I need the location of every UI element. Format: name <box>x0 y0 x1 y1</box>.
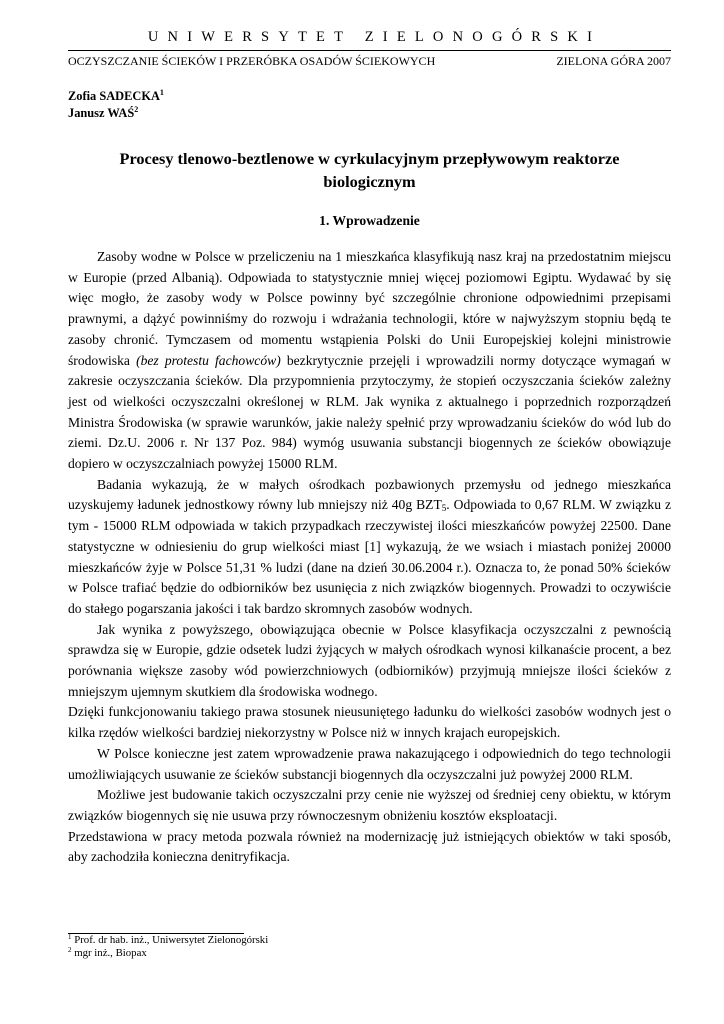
university-name: UNIWERSYTET ZIELONOGÓRSKI <box>147 29 602 45</box>
place-year: ZIELONA GÓRA 2007 <box>556 54 671 68</box>
header-rule <box>68 50 671 51</box>
author <box>68 88 671 105</box>
paragraph-text: bezkrytycznie przejęli i wprowadzili normy dotyczące wymagań w zakresie oczyszczania ścieków. Dla przypomnienia przytoczymy, że stopień oczyszczania ścieków zależny jest od wielkości oczyszczalni określonej w RLM. Jak wynika z aktualnego i poprzednich rozporządzeń Ministra Środowiska (w sprawie warunków, jakie należy spełnić przy wprowadzaniu ścieków do wód lub do ziemi. Dz.U. 2006 r. Nr 137 Poz. 984) wymóg usuwania substancji biogennych ze ścieków obowiązuje dopiero w oczyszczalniach powyżej 15000 RLM. <box>68 352 671 472</box>
author-name: Zofia SADECKA <box>68 89 160 103</box>
paragraph-text: Zasoby wodne w Polsce w przeliczeniu na 1 mieszkańca klasyfikują nasz kraj na przedostatnim miejscu w Europie (przed Albanią). Odpowiada to statystycznie mniej więcej poziomowi Egiptu. Wydawać by się więc mogło, że zasoby wody w Polsce powinny być szczególnie chronione odpowiednimi przepisami prawnymi, a dążyć powinniśmy do rozwoju i wdrażania technologii, które w najwyższym stopniu będą te zasoby chronić. Tymczasem od momentu wstąpienia Polski do Unii Europejskiej kolejni ministrowie środowiska <box>68 249 671 368</box>
footnote-text: Prof. dr hab. inż., Uniwersytet Zielonogórski <box>74 934 269 946</box>
paragraph: W Polsce konieczne jest zatem wprowadzenie prawa nakazującego i odpowiednich do tego technologii umożliwiających usuwanie ze ścieków substancji biogennych dla oczyszczalni już powyżej 2000 RLM. <box>68 745 671 782</box>
footnote-mark: 1 <box>68 933 72 941</box>
author-name: Janusz WAŚ <box>68 106 135 120</box>
paragraph: Możliwe jest budowanie takich oczyszczalni przy cenie nie wyższej od średniej ceny obiektu, w którym związków biogennych się nie usuwa przy równoczesnym obniżeniu kosztów eksploatacji. <box>68 787 671 823</box>
footnote-mark: 2 <box>68 945 72 954</box>
author-footnote-mark: 2 <box>134 105 139 114</box>
footnotes <box>68 933 671 959</box>
paper-title: Procesy tlenowo-beztlenowe w cyrkulacyjnym przepływowym reaktorze biologicznym <box>119 149 620 191</box>
series-title: OCZYSZCZANIE ŚCIEKÓW I PRZERÓBKA OSADÓW ŚCIEKOWYCH <box>68 54 436 68</box>
section-heading: 1. Wprowadzenie <box>319 213 420 228</box>
paragraph-text: Badania wykazują, że w małych ośrodkach pozbawionych przemysłu od jednego mieszkańca uzyskujemy ładunek jednostkowy równy lub mniejszy niż 40g BZT <box>68 476 671 513</box>
paragraph: Przedstawiona w pracy metoda pozwala również na modernizację już istniejących obiektów w taki sposób, aby zachodziła konieczna denitryfikacja. <box>68 828 671 865</box>
author-footnote-mark: 1 <box>159 88 164 97</box>
paragraph-text: . Odpowiada to 0,67 RLM. W związku z tym - 15000 RLM odpowiada w takich przypadkach rzeczywistej ilości mieszkańców powyżej 22500. Dane statystyczne w odniesieniu do grup wielkości miast [1] wykazują, że we wsiach i miastach poniżej 20000 mieszkańców żyje w Polsce 51,31 % ludzi (dane na dzień 30.06.2004 r.). Oznacza to, że ponad 50% ścieków w Polsce trafiać będzie do odbiorników bez usunięcia z nich związków biogennych. Prowadzi to oczywiście do stałego pogarszania jakości i tak bardzo skromnych zasobów wodnych. <box>68 497 672 616</box>
paragraph <box>68 475 671 620</box>
paragraph <box>68 247 671 475</box>
footnote <box>68 934 671 947</box>
footnote <box>68 947 671 960</box>
authors <box>68 88 671 122</box>
italic-remark: (bez protestu fachowców) <box>136 352 281 368</box>
running-header <box>68 53 671 69</box>
footnote-text: mgr inż., Biopax <box>74 946 147 959</box>
paragraph: Jak wynika z powyższego, obowiązująca obecnie w Polsce klasyfikacja oczyszczalni z pewnością sprawdza się w Europie, gdzie odsetek ludzi żyjących w małych ośrodkach wynosi kilkanaście procent, a bez porównania większe zasoby wód powierzchniowych (odbiorników) przyjmują mniejsze ilości ścieków z mniejszym ujemnym skutkiem dla środowiska wodnego. <box>68 621 671 699</box>
body-text <box>68 247 671 868</box>
paragraph: Dzięki funkcjonowaniu takiego prawa stosunek nieusuniętego ładunku do wielkości zasobów wodnych jest o kilka rzędów wielkości bardziej niekorzystny w Polsce niż w innych krajach europejskich. <box>68 704 671 741</box>
subscript: 5 <box>441 503 447 514</box>
author <box>68 105 671 122</box>
page <box>68 28 671 868</box>
